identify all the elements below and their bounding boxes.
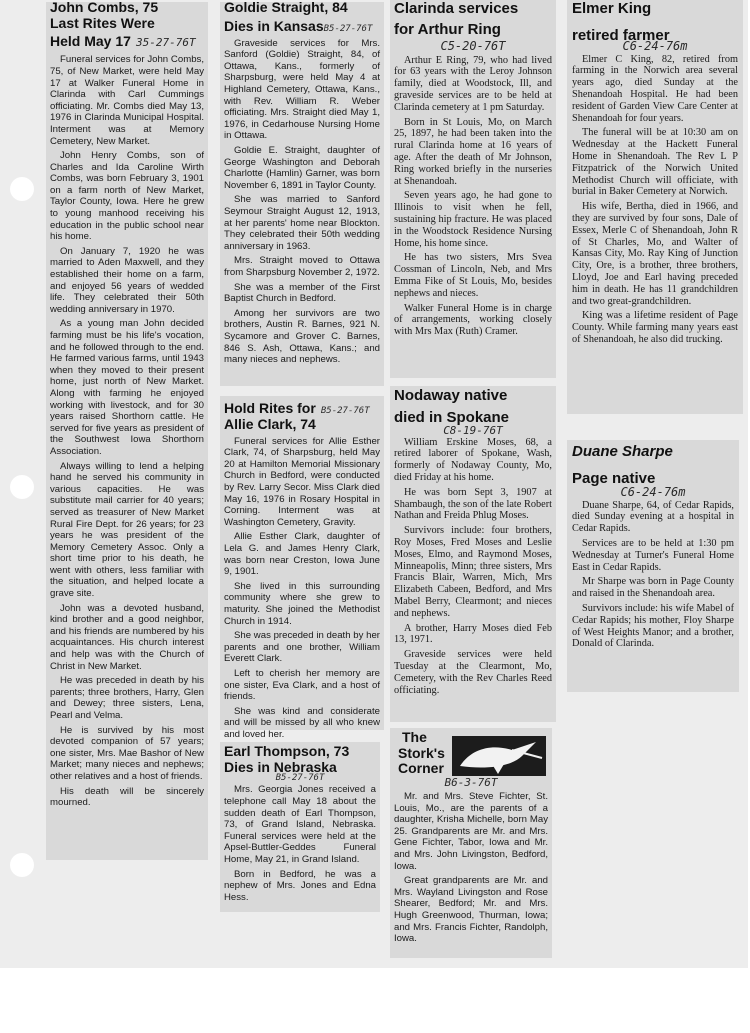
clark-paragraph: Left to cherish her memory are one sister, Eva Clark, and a host of friends.: [224, 667, 380, 703]
clark-paragraph: She was kind and considerate and will be missed by all who knew and loved her.: [224, 705, 380, 740]
binder-hole: [10, 177, 34, 201]
stork-date-note: B6-3-76T: [444, 776, 498, 790]
stork-illustration: [452, 736, 546, 776]
thompson-paragraph: Born in Bedford, he was a nephew of Mrs. Jones and Edna Hess.: [224, 868, 376, 903]
clipping-moses: [390, 386, 556, 722]
ring-title-2: for Arthur Ring: [394, 20, 501, 38]
combs-paragraph: He was preceded in death by his parents; three brothers, Harry, Glen and Dewey; three sisters, Lena, Pearl and Velma.: [50, 675, 204, 721]
stork-title-3: Corner: [398, 760, 444, 777]
combs-paragraph: Always willing to lend a helping hand he served his community in various capacities. He was substitute mail carrier for 40 years; served as treasurer of New Market Rural Fire Dept. for 26 years; for 23 years he was president of the Memory Cemetery Assoc. Only a short time prior to his death, he went with others, less familiar with the situation, and helped locate a grave site.: [50, 460, 204, 600]
thompson-title-1: Earl Thompson, 73: [224, 743, 350, 759]
stork-paragraph: Mr. and Mrs. Steve Fichter, St. Louis, Mo., are the parents of a daughter, Krisha Michelle, born May 25. Grandparents are Mr. and Mrs. Gene Fichter, Tabor, Iowa and Mr. and Mrs. John Livingston, Bedford, Iowa.: [394, 791, 548, 872]
clark-title-2: Allie Clark, 74: [224, 416, 316, 432]
ring-paragraph: Born in St Louis, Mo, on March 25, 1897, he had been taken into the rural Clarinda home at 16 years of age. After the death of Mr Johnson, Ring worked briefly in the nurseries at Shenandoah.: [394, 116, 552, 187]
straight-paragraph: Among her survivors are two brothers, Austin R. Barnes, 921 N. Sycamore and Grover C. Barnes, 846 S. Ash, Ottawa, Kans.; and many nieces and nephews.: [224, 307, 380, 366]
combs-paragraph: Funeral services for John Combs, 75, of New Market, were held May 17 at Walker Funeral Home in Clarinda with Carl Cummings officiating. Mr. Combs died May 13, 1976 in Clarinda Municipal Hospital. Interment was at Memory Cemetery, New Market.: [50, 54, 204, 147]
clipping-straight: [220, 2, 384, 386]
clipping-sharpe: [567, 440, 739, 692]
clipping-thompson: [220, 742, 380, 912]
straight-title-2: Dies in Kansas: [224, 17, 324, 34]
combs-paragraph: John Henry Combs, son of Charles and Ida Caroline Wirth Combs, was born February 3, 1901 on a farm north of New Market, Taylor County, Iowa. Here he grew to young manhood receiving his education in the public school near his home.: [50, 150, 204, 243]
moses-paragraph: Survivors include: four brothers, Roy Moses, Fred Moses and Leslie Moses, Elmo, and Raymond Moses, Minneapolis, Minn; three sisters, Mrs Francis Blair, Warren, Mich, Mrs Elizabeth Cabeen, Bedford, and Mrs Mabel Berry, Clearmont; and nieces and nephews.: [394, 525, 552, 619]
clark-paragraph: She was preceded in death by her parents and one brother, William Everett Clark.: [224, 630, 380, 665]
moses-paragraph: William Erskine Moses, 68, a retired laborer of Spokane, Wash, formerly of Nodaway County, Mo, died Friday at his home.: [394, 436, 552, 483]
stork-title-2: Stork's: [398, 744, 445, 761]
king-paragraph: King was a lifetime resident of Page County. While farming many years east of Shenandoah, he also did trucking.: [572, 310, 738, 345]
king-title-2: retired farmer: [572, 26, 670, 44]
ring-paragraph: Seven years ago, he had gone to Illinois to visit when he fell, sustaining hip fracture. He was placed in the Woodstock Residence Nursing Home, his home since.: [394, 190, 552, 249]
clipping-combs: [46, 2, 208, 860]
straight-title-1: Goldie Straight, 84: [224, 0, 348, 15]
combs-paragraph: He is survived by his most devoted companion of 57 years; one sister, Mrs. Mae Bashor of New Market; many nieces and nephews; other relatives and a host of friends.: [50, 724, 204, 782]
clipping-clark: [220, 396, 384, 740]
king-paragraph: The funeral will be at 10:30 am on Wednesday at the Hackett Funeral Home in Shenandoah. The Rev L P Fitzpatrick of the Norwich United Methodist Church will officiate, with burial in Baker Cemetery at Norwich.: [572, 127, 738, 198]
straight-date-note: B5-27-76T: [323, 23, 373, 34]
king-paragraph: His wife, Bertha, died in 1966, and they are survived by four sons, Dale of Essex, Merle C of Shenandoah, John R of St Charles, Mo, and Walter of Kansas City, Mo. Ray King of Junction City, Ore, is a brother, three brothers, Lloyd, Joe and Earl having preceded him in death. He has 11 grandchildren and two great-grandchildren.: [572, 201, 738, 307]
binder-hole: [10, 853, 34, 877]
stork-paragraph: Great grandparents are Mr. and Mrs. Wayland Livingston and Rose Shearer, Bedford; Mr. and Mrs. Hugh Greenwood, Thurman, Iowa; and Mrs. Francis Fichter, Randolph, Iowa.: [394, 875, 548, 945]
moses-title-2: died in Spokane: [394, 408, 510, 426]
combs-paragraph: His death will be sincerely mourned.: [50, 785, 204, 809]
thompson-title-2: Dies in Nebraska: [224, 758, 337, 775]
combs-title-2: Last Rites Were: [50, 14, 155, 31]
binder-hole: [10, 475, 34, 499]
clark-paragraph: She lived in this surrounding community where she grew to maturity. She joined the Methodist Church in 1914.: [224, 580, 380, 627]
sharpe-title-2: Page native: [572, 469, 656, 487]
sharpe-date-note: C6-24-76m: [620, 484, 686, 499]
straight-paragraph: Mrs. Straight moved to Ottawa from Sharpsburg November 2, 1972.: [224, 255, 380, 278]
thompson-paragraph: Mrs. Georgia Jones received a telephone call May 18 about the sudden death of Earl Thompson, 73, of Grand Island, Nebraska. Funeral services were held at the Apsel-Buttler-Geddes Funeral Home, May 21, in Grand Island.: [224, 784, 376, 865]
straight-paragraph: Graveside services for Mrs. Sanford (Goldie) Straight, 84, of Ottawa, Kans., formerly of Sharpsburg, were held May 4 at Highland Cemetery, Ottawa, Kans., with Rev. William R. Weber officiating. Mrs. Straight died May 1, 1976, in Cedarhouse Nursing Home in Ottawa.: [224, 37, 380, 142]
moses-paragraph: He was born Sept 3, 1907 at Shambaugh, the son of the late Robert Nathan and Freida Phlug Moses.: [394, 486, 552, 522]
ring-title-1: Clarinda services: [394, 0, 519, 17]
sharpe-paragraph: Survivors include: his wife Mabel of Cedar Rapids; his mother, Floy Sharpe of West Heights Manor; and a brother, Donald of Clarinda.: [572, 602, 734, 650]
combs-date-note: 35-27-76T: [136, 36, 196, 50]
moses-paragraph: Graveside services were held Tuesday at the Clearmont, Mo, Cemetery, with the Rev Charles Reed officiating.: [394, 649, 552, 696]
combs-paragraph: As a young man John decided farming must be his life's vocation, and he followed through to the end. He farmed various farms, until 1943 when they moved to their present home, just north of New Market. Along with farming he enjoyed working with livestock, and for 30 years raised Shorthorn cattle. He served for five years as president of the Southwest Iowa Shorthorn Association.: [50, 318, 204, 457]
clark-paragraph: Funeral services for Allie Esther Clark, 74, of Sharpsburg, held May 20 at Hamilton Memorial Missionary Church in Bedford, were conducted by Rev. Larry Secor. Miss Clark died May 16, 1976 in Rosary Hospital in Corning. Interment was at Washington Cemetery, Gravity.: [224, 435, 380, 528]
ring-paragraph: Walker Funeral Home is in charge of arrangements, working closely with Mrs Max (Ruth) Cramer.: [394, 302, 552, 338]
straight-paragraph: Goldie E. Straight, daughter of George Washington and Deborah Charlotte (Hamlin) Garner, was born November 6, 1891 in Taylor County.: [224, 145, 380, 191]
moses-date-note: C8-19-76T: [443, 423, 503, 437]
king-title-1: Elmer King: [572, 0, 652, 17]
thompson-date-note: B5-27-76T: [275, 773, 325, 784]
clipping-ring: [390, 0, 556, 378]
straight-paragraph: She was married to Sanford Seymour Straight August 12, 1913, at her parents' home near Blockton. They celebrated their 50th wedding anniversary in 1963.: [224, 194, 380, 252]
king-date-note: C6-24-76m: [622, 38, 688, 53]
ring-paragraph: Arthur E Ring, 79, who had lived for 63 years with the Leroy Johnson family, died at Woodstock, Ill, and graveside services are to be held at Clarinda cemetery at 1 pm Saturday.: [394, 54, 552, 113]
ring-paragraph: He has two sisters, Mrs Svea Cossman of Lincoln, Neb, and Mrs Emma Fike of St Louis, Mo, besides nephews and nieces.: [394, 252, 552, 299]
sharpe-paragraph: Services are to be held at 1:30 pm Wednesday at Turner's Funeral Home East in Cedar Rapids.: [572, 537, 734, 573]
straight-paragraph: She was a member of the First Baptist Church in Bedford.: [224, 281, 380, 305]
clark-title-1: Hold Rites for: [224, 400, 316, 416]
combs-paragraph: John was a devoted husband, kind brother and a good neighbor, and his friends are numbered by his acquaintances. His church interest and help was with the Church of Christ in New Market.: [50, 602, 204, 672]
stork-title-1: The: [402, 729, 427, 745]
moses-paragraph: A brother, Harry Moses died Feb 13, 1971.: [394, 622, 552, 646]
sharpe-paragraph: Mr Sharpe was born in Page County and raised in the Shenandoah area.: [572, 576, 734, 600]
clipping-king: [567, 0, 743, 414]
combs-title-1: John Combs, 75: [50, 0, 159, 15]
clark-paragraph: Allie Esther Clark, daughter of Lela G. and James Henry Clark, was born near Creston, Iowa June 9, 1901.: [224, 531, 380, 578]
sharpe-paragraph: Duane Sharpe, 64, of Cedar Rapids, died Sunday evening at a hospital in Cedar Rapids.: [572, 499, 734, 535]
clark-date-note: B5-27-76T: [320, 406, 370, 416]
moses-title-1: Nodaway native: [394, 387, 508, 404]
sharpe-title-1: Duane Sharpe: [572, 443, 673, 460]
ring-date-note: C5-20-76T: [440, 38, 506, 53]
combs-title-3: Held May 17: [50, 33, 131, 50]
combs-paragraph: On January 7, 1920 he was married to Aden Maxwell, and they established their home on a farm, and enjoyed 56 years of wedded life. They celebrated their 50th wedding anniversary in 1970.: [50, 245, 204, 315]
king-paragraph: Elmer C King, 82, retired from farming in the Norwich area several years ago, died Sunday at the Shenandoah Hospital. He had been resident of Garden View Care Center at Shenandoah for four years.: [572, 53, 738, 124]
